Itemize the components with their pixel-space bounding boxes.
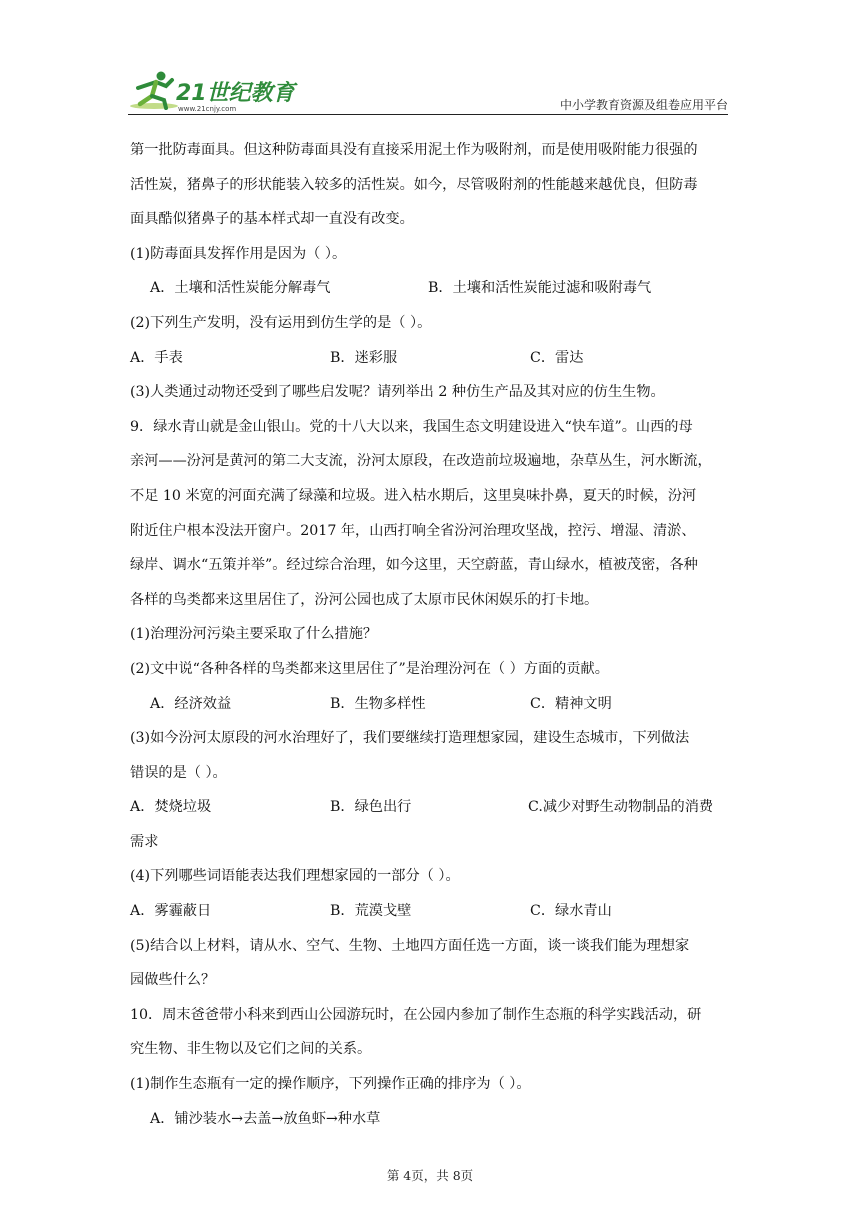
- options-row: [130, 348, 730, 383]
- options-row: [130, 901, 730, 936]
- question-stem: (3)如今汾河太原段的河水治理好了，我们要继续打造理想家园，建设生态城市，下列做法: [130, 730, 690, 747]
- question-stem: (3)人类通过动物还受到了哪些启发呢？请列举出 2 种仿生产品及其对应的仿生生物。: [130, 384, 665, 401]
- options-row: [130, 1109, 730, 1144]
- page-number: 第 4页，共 8页: [386, 1168, 474, 1183]
- question-stem: 园做些什么？: [130, 972, 216, 989]
- text-line: 活性炭，猪鼻子的形状能装入较多的活性炭。如今，尽管吸附剂的性能越来越优良，但防毒: [130, 176, 698, 193]
- header-divider: [128, 114, 728, 115]
- option-a: A．铺沙装水→去盖→放鱼虾→种水草: [150, 1110, 381, 1127]
- option-a: A．雾霾蔽日: [130, 903, 212, 920]
- question-stem: (5)结合以上材料，请从水、空气、生物、土地四方面任选一方面，谈一谈我们能为理想家: [130, 937, 690, 954]
- option-b: B．绿色出行: [330, 799, 412, 816]
- text-line: 第一批防毒面具。但这种防毒面具没有直接采用泥土作为吸附剂，而是使用吸附能力很强的: [130, 142, 698, 158]
- runner-logo-icon: [128, 70, 298, 114]
- option-c: C．雷达: [530, 349, 584, 366]
- option-a: A．手表: [130, 349, 183, 366]
- text-line: 亲河——汾河是黄河的第二大支流，汾河太原段，在改造前垃圾遍地，杂草丛生，河水断流，: [130, 453, 712, 470]
- question-stem: 错误的是（ ）。: [130, 764, 227, 781]
- option-b: B．迷彩服: [330, 349, 398, 366]
- option-a: A．焚烧垃圾: [130, 799, 212, 816]
- logo-url: www.21cnjy.com: [178, 105, 237, 113]
- question-stem: (2)下列生产发明，没有运用到仿生学的是（ ）。: [130, 314, 432, 331]
- option-b: B．荒漠戈壁: [330, 903, 412, 920]
- page-header: [128, 70, 728, 120]
- platform-label: 中小学教育资源及组卷应用平台: [559, 98, 728, 112]
- option-b: B．土壤和活性炭能过滤和吸附毒气: [428, 280, 652, 297]
- question-stem: (2)文中说“各种各样的鸟类都来这里居住了”是治理汾河在（ ）方面的贡献。: [130, 660, 609, 677]
- options-row: [130, 797, 730, 832]
- option-c: C.减少对野生动物制品的消费: [528, 799, 714, 816]
- text-line: 需求: [130, 833, 159, 850]
- document-body: [130, 140, 730, 1143]
- text-line: 不足 10 米宽的河面充满了绿藻和垃圾。进入枯水期后，这里臭味扑鼻，夏天的时候，汾河: [130, 487, 697, 504]
- option-b: B．生物多样性: [330, 695, 426, 712]
- options-row: [130, 694, 730, 729]
- option-c: C．精神文明: [530, 695, 612, 712]
- text-line: 9．绿水青山就是金山银山。党的十八大以来，我国生态文明建设进入“快车道”。山西的母: [130, 418, 693, 435]
- option-a: A．经济效益: [150, 695, 232, 712]
- logo-text: 21世纪教育: [176, 81, 295, 106]
- text-line: 10．周末爸爸带小科来到西山公园游玩时，在公园内参加了制作生态瓶的科学实践活动，研: [130, 1006, 702, 1023]
- text-line: 绿岸、调水“五策并举”。经过综合治理，如今这里，天空蔚蓝，青山绿水，植被茂密，各种: [130, 557, 698, 574]
- text-line: 究生物、非生物以及它们之间的关系。: [130, 1041, 372, 1058]
- question-stem: (4)下列哪些词语能表达我们理想家园的一部分（ ）。: [130, 868, 460, 885]
- text-line: 面具酷似猪鼻子的基本样式却一直没有改变。: [130, 211, 414, 228]
- question-stem: (1)治理汾河污染主要采取了什么措施？: [130, 626, 378, 643]
- options-row: [130, 278, 730, 313]
- option-a: A．土壤和活性炭能分解毒气: [150, 280, 331, 297]
- question-stem: (1)制作生态瓶有一定的操作顺序，下列操作正确的排序为（ ）。: [130, 1076, 531, 1093]
- text-line: 附近住户根本没法开窗户。2017 年，山西打响全省汾河治理攻坚战，控污、增湿、清淤、: [130, 522, 696, 539]
- logo: [128, 70, 298, 114]
- question-stem: (1)防毒面具发挥作用是因为（ ）。: [130, 245, 347, 262]
- option-c: C．绿水青山: [530, 903, 612, 920]
- text-line: 各样的鸟类都来这里居住了，汾河公园也成了太原市民休闲娱乐的打卡地。: [130, 591, 599, 608]
